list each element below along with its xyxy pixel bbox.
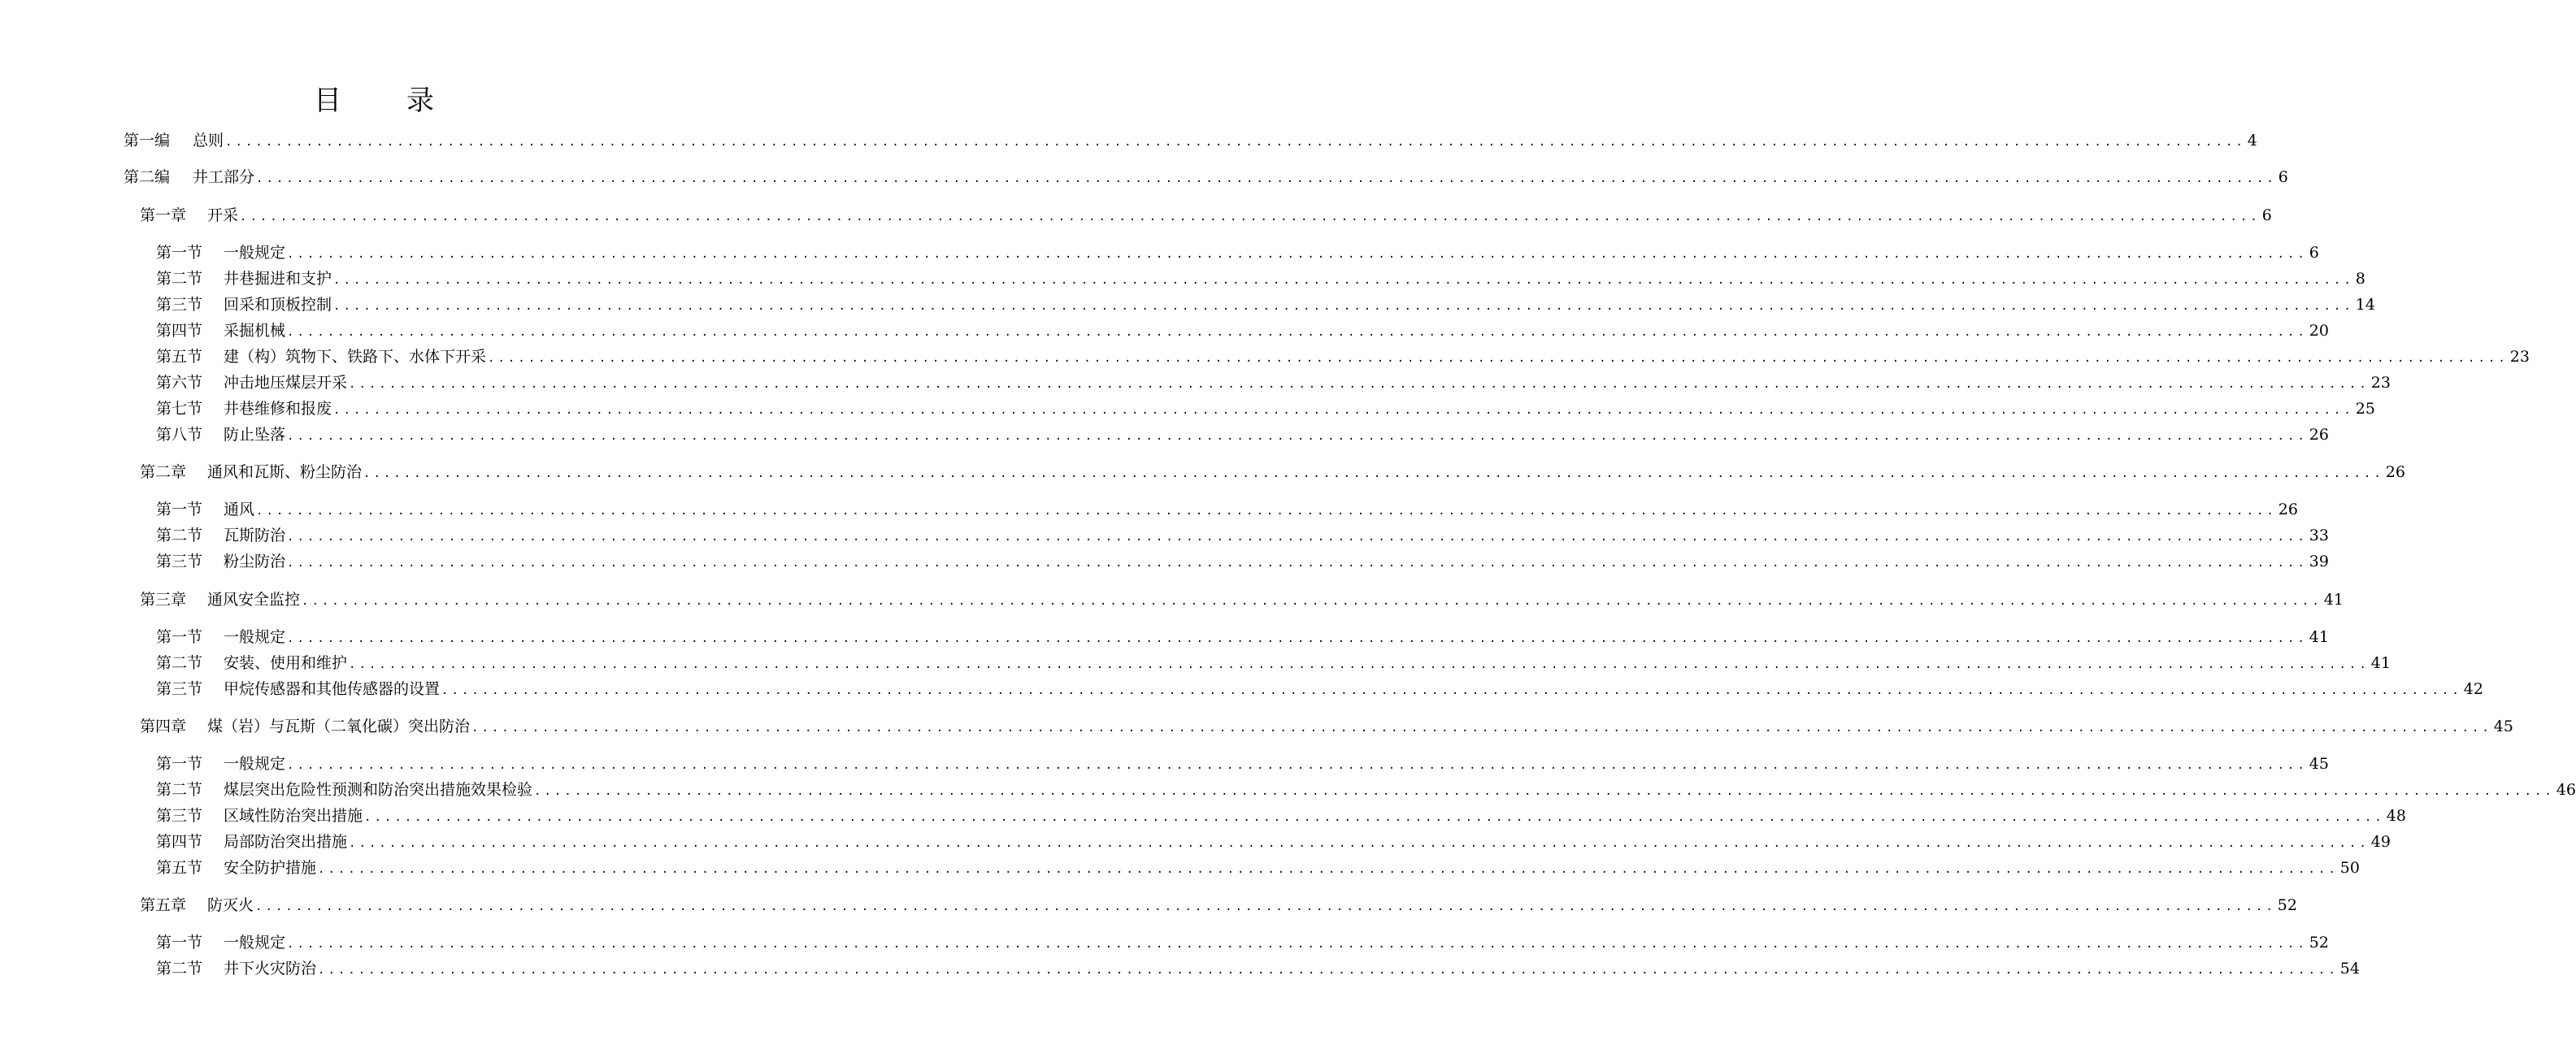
toc-entry-number: 第三节 xyxy=(156,680,203,698)
toc-entry-page: 4 xyxy=(2247,132,2257,150)
title-char-2: 录 xyxy=(406,85,434,117)
toc-entry[interactable] xyxy=(156,753,2329,774)
toc-leader-dots: ........................................................................................................................................................................................................ xyxy=(318,863,2339,876)
toc-entry-number: 第一章 xyxy=(140,206,187,224)
toc-entry-page: 41 xyxy=(2370,654,2391,672)
toc-entry-number: 第三节 xyxy=(156,553,203,570)
toc-leader-dots: ........................................................................................................................................................................................................ xyxy=(287,759,2308,772)
toc-entry[interactable] xyxy=(156,294,2375,315)
toc-entry-page: 46 xyxy=(2556,781,2576,799)
toc-entry-title: 局部防治突出措施 xyxy=(224,833,348,851)
toc-entry-number: 第三节 xyxy=(156,296,203,314)
toc-entry[interactable] xyxy=(156,424,2329,445)
toc-entry-title: 建（构）筑物下、铁路下、水体下开采 xyxy=(224,348,487,366)
toc-leader-dots: ........................................................................................................................................................................................................ xyxy=(488,352,2509,365)
toc-leader-dots: ........................................................................................................................................................................................................ xyxy=(364,811,2385,824)
toc-entry-title: 粉尘防治 xyxy=(224,553,286,570)
toc-entry[interactable] xyxy=(156,551,2329,572)
toc-entry-number: 第二节 xyxy=(156,781,203,799)
toc-entry-title: 一般规定 xyxy=(224,244,286,262)
toc-entry[interactable] xyxy=(156,653,2391,674)
toc-entry-page: 41 xyxy=(2309,628,2329,646)
toc-entry-title: 安装、使用和维护 xyxy=(224,654,348,672)
toc-entry-title: 井工部分 xyxy=(193,168,255,186)
toc-leader-dots: ........................................................................................................................................................................................................ xyxy=(318,964,2339,977)
toc-entry-number: 第五节 xyxy=(156,348,203,366)
toc-leader-dots: ........................................................................................................................................................................................................ xyxy=(256,505,2277,518)
toc-entry-number: 第一节 xyxy=(156,501,203,518)
toc-entry-page: 54 xyxy=(2339,960,2360,978)
toc-entry-title: 煤（岩）与瓦斯（二氧化碳）突出防治 xyxy=(207,718,471,735)
toc-leader-dots: ........................................................................................................................................................................................................ xyxy=(441,684,2462,697)
toc-leader-dots: ........................................................................................................................................................................................................ xyxy=(333,404,2354,417)
toc-leader-dots: ........................................................................................................................................................................................................ xyxy=(225,136,2246,149)
toc-entry-title: 一般规定 xyxy=(224,628,286,646)
toc-entry-title: 井巷掘进和支护 xyxy=(224,270,332,288)
toc-entry[interactable] xyxy=(156,932,2329,953)
toc-entry-number: 第二节 xyxy=(156,270,203,288)
toc-entry-title: 防灭火 xyxy=(207,896,254,914)
toc-leader-dots: ........................................................................................................................................................................................................ xyxy=(287,430,2308,443)
toc-entry[interactable] xyxy=(156,805,2406,826)
toc-entry-number: 第四节 xyxy=(156,833,203,851)
toc-entry-page: 23 xyxy=(2509,348,2530,366)
toc-entry[interactable] xyxy=(156,398,2375,419)
toc-entry-page: 14 xyxy=(2355,296,2375,314)
toc-entry-title: 防止坠落 xyxy=(224,426,286,444)
page-title xyxy=(0,78,748,118)
toc-entry[interactable] xyxy=(140,462,2405,483)
toc-entry[interactable] xyxy=(156,679,2483,700)
toc-leader-dots: ........................................................................................................................................................................................................ xyxy=(349,658,2370,671)
toc-entry-page: 26 xyxy=(2278,501,2298,518)
toc-entry-title: 通风 xyxy=(224,501,255,518)
toc-entry-title: 井下火灾防治 xyxy=(224,960,317,978)
toc-leader-dots: ........................................................................................................................................................................................................ xyxy=(256,172,2277,185)
toc-entry-page: 8 xyxy=(2355,270,2365,288)
toc-entry-title: 安全防护措施 xyxy=(224,859,317,877)
toc-entry-number: 第四节 xyxy=(156,322,203,340)
toc-entry-page: 42 xyxy=(2463,680,2483,698)
toc-entry[interactable] xyxy=(156,499,2298,520)
toc-entry-title: 一般规定 xyxy=(224,934,286,952)
toc-entry-page: 45 xyxy=(2309,755,2329,773)
toc-entry[interactable] xyxy=(156,958,2360,979)
toc-entry-title: 总则 xyxy=(193,132,224,150)
toc-entry-number: 第七节 xyxy=(156,400,203,418)
title-char-1: 目 xyxy=(314,85,341,117)
toc-entry-page: 48 xyxy=(2386,807,2406,825)
toc-entry-number: 第二节 xyxy=(156,654,203,672)
toc-leader-dots: ........................................................................................................................................................................................................ xyxy=(349,378,2370,391)
toc-entry-number: 第二节 xyxy=(156,960,203,978)
toc-entry-number: 第五章 xyxy=(140,896,187,914)
toc-entry-page: 52 xyxy=(2309,934,2329,952)
toc-entry-number: 第三章 xyxy=(140,591,187,609)
toc-leader-dots: ........................................................................................................................................................................................................ xyxy=(287,531,2308,544)
toc-entry-title: 一般规定 xyxy=(224,755,286,773)
toc-leader-dots: ........................................................................................................................................................................................................ xyxy=(255,900,2276,913)
toc-entry-title: 回采和顶板控制 xyxy=(224,296,332,314)
toc-leader-dots: ........................................................................................................................................................................................................ xyxy=(333,300,2354,313)
toc-leader-dots: ........................................................................................................................................................................................................ xyxy=(240,210,2261,223)
toc-entry-page: 6 xyxy=(2278,168,2288,186)
toc-entry-title: 井巷维修和报废 xyxy=(224,400,332,418)
toc-entry-title: 通风安全监控 xyxy=(207,591,301,609)
toc-entry[interactable] xyxy=(140,716,2513,737)
toc-entry-number: 第三节 xyxy=(156,807,203,825)
toc-entry-page: 20 xyxy=(2309,322,2329,340)
toc-leader-dots: ........................................................................................................................................................................................................ xyxy=(287,326,2308,339)
toc-entry-number: 第二章 xyxy=(140,463,187,481)
toc-leader-dots: ........................................................................................................................................................................................................ xyxy=(287,248,2308,261)
toc-entry-page: 49 xyxy=(2370,833,2391,851)
toc-entry-number: 第一节 xyxy=(156,244,203,262)
toc-entry[interactable] xyxy=(124,130,2257,151)
toc-entry-title: 甲烷传感器和其他传感器的设置 xyxy=(224,680,441,698)
toc-leader-dots: ........................................................................................................................................................................................................ xyxy=(333,274,2354,287)
toc-entry[interactable] xyxy=(140,589,2344,610)
toc-entry-page: 50 xyxy=(2339,859,2360,877)
toc-entry[interactable] xyxy=(156,242,2319,263)
toc-entry-page: 52 xyxy=(2277,896,2297,914)
toc-entry-title: 通风和瓦斯、粉尘防治 xyxy=(207,463,363,481)
toc-entry-page: 26 xyxy=(2309,426,2329,444)
toc-entry-number: 第一编 xyxy=(124,132,171,150)
toc-entry-title: 煤层突出危险性预测和防治突出措施效果检验 xyxy=(224,781,533,799)
toc-entry[interactable] xyxy=(156,779,2576,800)
toc-entry-page: 45 xyxy=(2493,718,2513,735)
toc-entry-page: 39 xyxy=(2309,553,2329,570)
toc-leader-dots: ........................................................................................................................................................................................................ xyxy=(287,557,2308,570)
toc-entry-number: 第一节 xyxy=(156,934,203,952)
toc-entry-title: 瓦斯防治 xyxy=(224,527,286,544)
toc-leader-dots: ........................................................................................................................................................................................................ xyxy=(287,632,2308,645)
toc-entry-page: 41 xyxy=(2323,591,2344,609)
toc-entry-number: 第一节 xyxy=(156,628,203,646)
toc-leader-dots: ........................................................................................................................................................................................................ xyxy=(471,722,2492,735)
toc-entry-title: 冲击地压煤层开采 xyxy=(224,374,348,392)
toc-entry-number: 第二节 xyxy=(156,527,203,544)
toc-entry-page: 26 xyxy=(2385,463,2405,481)
toc-entry[interactable] xyxy=(156,268,2365,289)
toc-entry[interactable] xyxy=(156,857,2360,878)
toc-entry-title: 开采 xyxy=(207,206,239,224)
toc-entry-page: 23 xyxy=(2370,374,2391,392)
toc-entry-page: 25 xyxy=(2355,400,2375,418)
toc-entry-page: 33 xyxy=(2309,527,2329,544)
toc-entry[interactable] xyxy=(156,831,2391,852)
toc-leader-dots: ........................................................................................................................................................................................................ xyxy=(534,785,2555,798)
toc-entry-title: 区域性防治突出措施 xyxy=(224,807,363,825)
toc-entry-number: 第五节 xyxy=(156,859,203,877)
toc-entry-number: 第八节 xyxy=(156,426,203,444)
toc-entry[interactable] xyxy=(156,346,2530,367)
toc-entry[interactable] xyxy=(156,320,2329,341)
toc-entry[interactable] xyxy=(156,627,2329,648)
toc-entry-number: 第一节 xyxy=(156,755,203,773)
toc-entry-number: 第六节 xyxy=(156,374,203,392)
toc-leader-dots: ........................................................................................................................................................................................................ xyxy=(287,938,2308,951)
toc-entry[interactable] xyxy=(140,895,2297,916)
toc-entry-number: 第四章 xyxy=(140,718,187,735)
toc-entry[interactable] xyxy=(140,205,2272,226)
toc-entry-number: 第二编 xyxy=(124,168,171,186)
toc-entry-page: 6 xyxy=(2309,244,2319,262)
toc-leader-dots: ........................................................................................................................................................................................................ xyxy=(349,837,2370,850)
toc-entry[interactable] xyxy=(156,372,2391,393)
toc-entry[interactable] xyxy=(156,525,2329,546)
toc-entry-title: 采掘机械 xyxy=(224,322,286,340)
toc-entry-page: 6 xyxy=(2261,206,2272,224)
toc-entry[interactable] xyxy=(124,167,2288,188)
toc-leader-dots: ........................................................................................................................................................................................................ xyxy=(363,467,2384,480)
toc-leader-dots: ........................................................................................................................................................................................................ xyxy=(302,595,2322,608)
